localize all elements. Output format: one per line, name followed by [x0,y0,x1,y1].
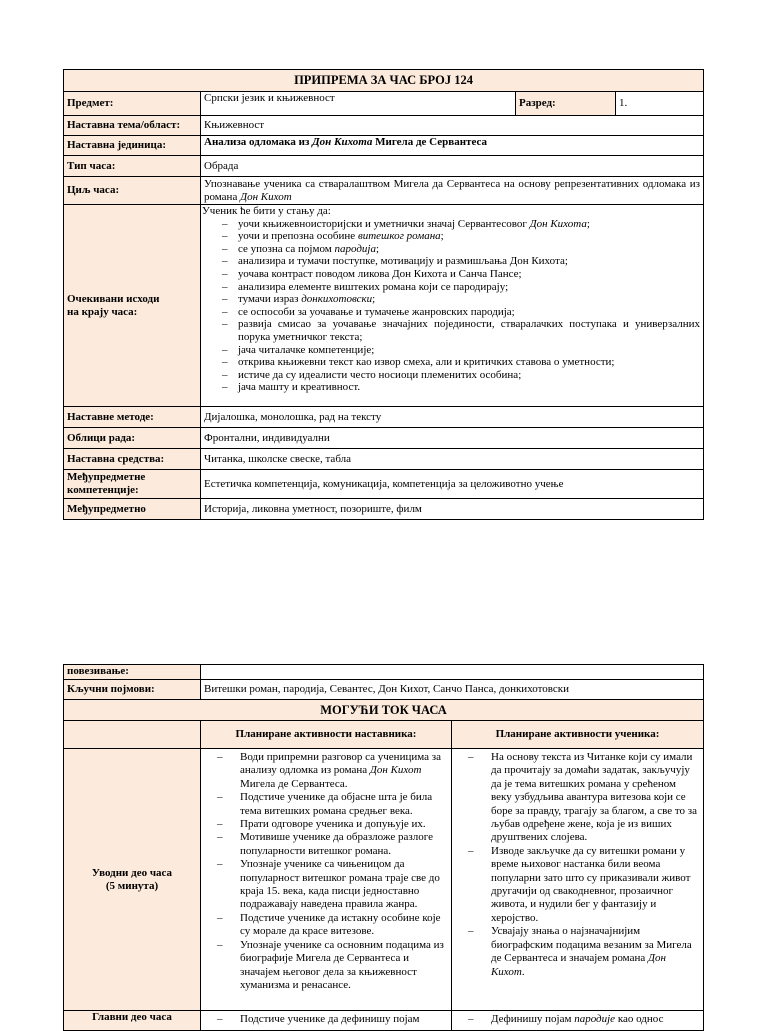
list-item: – Подстиче ученике да објасне шта је била тема витешких романа средњег века. [217,791,447,818]
student-activities-list [456,751,699,979]
student-activities-main [452,1011,704,1031]
lesson-type-value: Обрада [201,156,704,177]
document-title: ПРИПРЕМА ЗА ЧАС БРОЈ 124 [64,70,704,92]
list-item: – Мотивише ученике да образложе разлоге популарности витешког романа. [217,831,447,858]
teaching-aids-value: Читанка, школске свеске, табла [201,449,704,470]
subject-label: Предмет: [64,92,201,116]
lesson-flow-title: МОГУЋИ ТОК ЧАСА [64,700,704,721]
competences-value: Естетичка компетенција, комуникација, компетенција за целоживотно учење [201,470,704,499]
unit-label: Наставна јединица: [64,136,201,156]
key-terms-label: Кључни појмови: [64,680,201,700]
list-item: – Изводе закључке да су витешки романи у време њиховог настанка били веома популарни зато што су приказивали живот другачији од свакодневног, прозаичног живота, и нудили бег у фантазију и херојство. [468,845,699,925]
list-item: – Прати одговоре ученика и допуњује их. [217,818,447,831]
methods-label: Наставне методе: [64,407,201,428]
list-item: – истиче да су идеалисти често носиоци племенитих особина; [222,369,700,382]
outcomes-label: Очекивани исходи на крају часа: [64,205,201,407]
teacher-activities-main [201,1011,452,1031]
list-item: – развија смисао за уочавање значајних појединости, стваралачких поступака и универзалних порука уметничког текста; [222,318,700,343]
unit-value: Анализа одломака из Дон Кихота Мигела де Сервантеса [201,136,704,156]
list-item: – тумачи израз донкихотовски; [222,293,700,306]
teaching-aids-label: Наставна средства: [64,449,201,470]
empty-header-cell [64,721,201,749]
list-item: – Подстиче ученике да дефинишу појам [217,1013,447,1026]
linking-label: повезивање: [64,665,201,680]
teacher-activities-header: Планиране активности наставника: [201,721,452,749]
teacher-activities-list [205,751,447,992]
list-item: – Подстиче ученике да истакну особине које су морале да красе витезове. [217,912,447,939]
list-item: – уочава контраст поводом ликова Дон Кихота и Санча Пансе; [222,268,700,281]
list-item: – јача машту и креативност. [222,381,700,394]
goal-value: Упознавање ученика са стваралаштвом Мигела да Сервантеса на основу репрезентативних одломака из романа Дон Кихот [201,177,704,205]
work-forms-value: Фронтални, индивидуални [201,428,704,449]
list-item: – уочи књижевноисторијски и уметнички значај Сервантесовог Дон Кихота; [222,218,700,231]
lesson-type-label: Тип часа: [64,156,201,177]
list-item: – анализира и тумачи поступке, мотивацију и размишљања Дон Кихота; [222,255,700,268]
work-forms-label: Облици рада: [64,428,201,449]
list-item: – открива књижевни текст као извор смеха, али и критичких ставова о уметности; [222,356,700,369]
list-item: – Води припремни разговор са ученицима за анализу одломка из романа Дон Кихот Мигела де Сервантеса. [217,751,447,791]
subject-value: Српски језик и књижевност [201,92,516,116]
goal-label: Циљ часа: [64,177,201,205]
topic-label: Наставна тема/област: [64,116,201,136]
list-item: – Упознаје ученике са основним подацима из биографије Мигела де Сервантеса и значајем његовог дела за књижевност хуманизма и ренасансе. [217,939,447,993]
student-main-list [456,1013,699,1026]
student-activities-intro [452,749,704,1011]
teacher-activities-intro [201,749,452,1011]
lesson-plan-table [63,69,704,520]
lesson-flow-table [63,664,704,1031]
methods-value: Дијалошка, монолошка, рад на тексту [201,407,704,428]
list-item: – На основу текста из Читанке који су имали да прочитају за домаћи задатак, закључују да је тема витешких романа у срећеном веку узбудљива авантура витезова који се боре за правду, трагају за благом, а све то за љубав одређене жене, која је из виших друштвених слојева. [468,751,699,845]
competences-label: Међупредметне компетенције: [64,470,201,499]
main-part-label: Главни део часа [64,1011,201,1031]
list-item: – јача читалачке компетенције; [222,344,700,357]
key-terms-value: Витешки роман, пародија, Севантес, Дон Кихот, Санчо Панса, донкихотовски [201,680,704,700]
list-item: – уочи и препозна особине витешког романа; [222,230,700,243]
list-item: – Дефинишу појам пародије као однос [468,1013,699,1026]
outcomes-value: Ученик ће бити у стању да: – уочи књижевноисторијски и уметнички значај Сервантесовог Дон Кихота; – уочи и препозна особине витешког романа; – се упозна са појмом пародија; – анализира и тумачи поступке, мотивацију и размишљања Дон Кихота; – уочава контраст поводом ликова Дон Кихота и Санча Пансе; – анализира елементе виштеких романа који се пародирају; – тумачи израз донкихотовски; – се оспособи за уочавање и тумачење жанровских пародија; – развија смисао за уочавање значајних појединости, стваралачких поступака и универзалних порука уметничког текста; – јача читалачке компетенције; – открива књижевни текст као извор смеха, али и критичких ставова о уметности; – истиче да су идеалисти често носиоци племенитих особина; – јача машту и креативност. [201,205,704,407]
list-item: – Упознаје ученике са чињеницом да популарност витешког романа траје све до краја 15. века, када писци једноставно подражавају наведена правила жанра. [217,858,447,912]
linking-value [201,665,704,680]
outcomes-list [202,218,700,394]
topic-value: Књижевност [201,116,704,136]
list-item: – се оспособи за уочавање и тумачење жанровских пародија; [222,306,700,319]
grade-label: Разред: [516,92,616,116]
student-activities-header: Планиране активности ученика: [452,721,704,749]
list-item: – Усвајају знања о најзначајнијим биографским подацима везаним за Мигела де Сервантеса и значајем романа Дон Кихот. [468,925,699,979]
intro-part-label: Уводни део часа (5 минута) [64,749,201,1011]
list-item: – анализира елементе виштеких романа који се пародирају; [222,281,700,294]
cross-curricular-label: Међупредметно [64,499,201,520]
teacher-main-list [205,1013,447,1026]
cross-curricular-value: Историја, ликовна уметност, позориште, филм [201,499,704,520]
list-item: – се упозна са појмом пародија; [222,243,700,256]
grade-value: 1. [616,92,704,116]
